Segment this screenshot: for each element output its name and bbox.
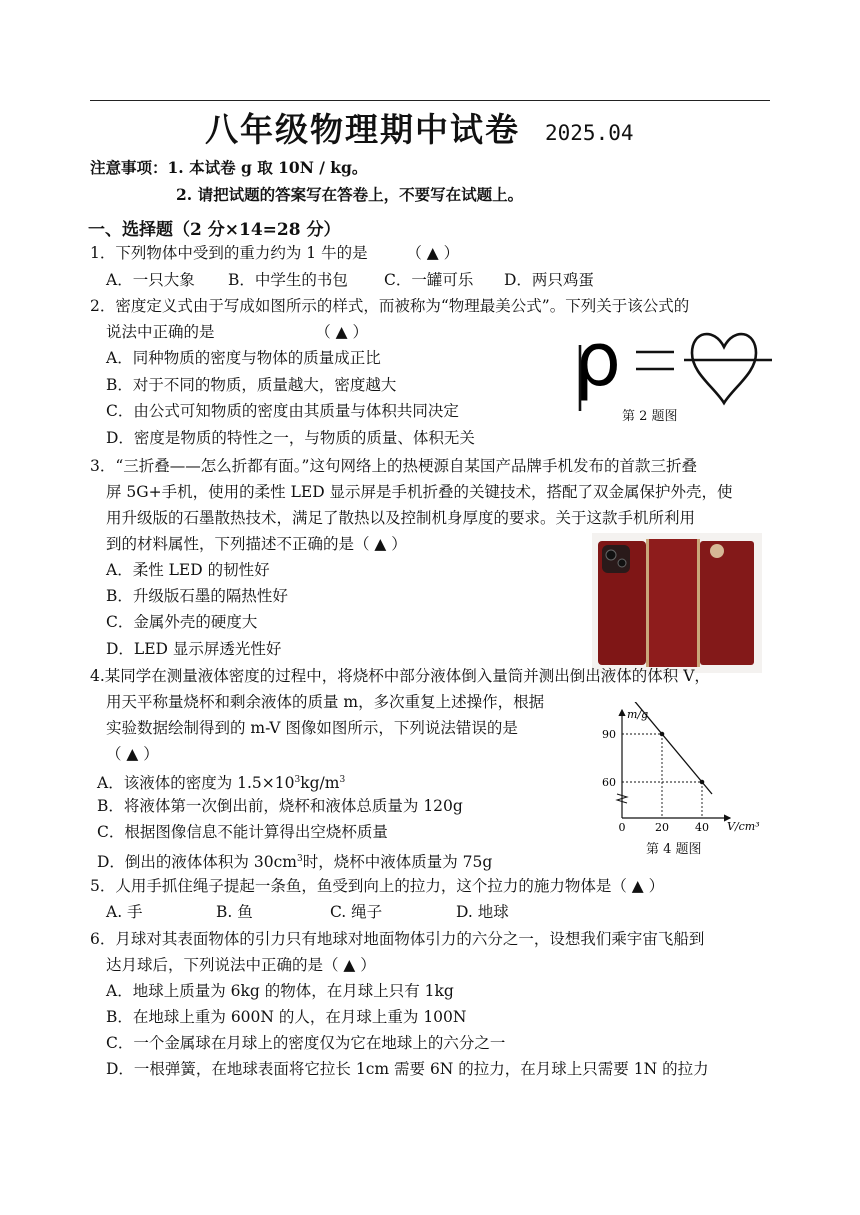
q1-option-b: B．中学生的书包: [228, 271, 348, 289]
q6-stem-1: 6．月球对其表面物体的引力只有地球对地面物体引力的六分之一，设想我们乘宇宙飞船到: [90, 930, 705, 948]
rho-symbol: ρ: [574, 325, 621, 403]
q2-option-b: B．对于不同的物质，质量越大，密度越大: [106, 376, 397, 394]
notice-label: 注意事项：: [90, 158, 168, 177]
q4-option-a-text: A．该液体的密度为 1.5×10: [97, 774, 295, 792]
top-rule: [90, 100, 770, 101]
exam-date: 2025.04: [545, 121, 634, 145]
x-axis-label: V/cm³: [727, 820, 760, 833]
phone-panel-right: [700, 541, 754, 665]
phone-panel-middle: [648, 539, 698, 667]
q4-option-d-text: D．倒出的液体体积为 30cm: [97, 853, 297, 871]
q3-option-b: B．升级版石墨的隔热性好: [106, 587, 288, 605]
q5-option-b: B. 鱼: [216, 903, 253, 921]
q3-option-c: C．金属外壳的硬度大: [106, 613, 258, 631]
camera-lens-2: [618, 559, 626, 567]
x-tick-label: 40: [695, 821, 709, 834]
q4-stem-2: 用天平称量烧杯和剩余液体的质量 m，多次重复上述操作，根据: [106, 693, 545, 711]
notice-item-1: 1. 本试卷 g 取 10N / kg。: [167, 158, 368, 177]
notice-item-2: 2. 请把试题的答案写在答卷上，不要写在试题上。: [176, 185, 524, 204]
q4-option-d-rest: 时，烧杯中液体质量为 75g: [302, 853, 493, 871]
notice-line-1: [90, 158, 367, 178]
q2-option-d: D．密度是物质的特性之一，与物质的质量、体积无关: [106, 429, 475, 447]
q5-stem: 5．人用手抓住绳子提起一条鱼，鱼受到向上的拉力，这个拉力的施力物体是（ ▲ ）: [90, 877, 665, 895]
q4-figure-caption: 第 4 题图: [646, 842, 702, 857]
phone-hinge-1: [646, 539, 649, 667]
q4-option-a-unit-exp: 3: [339, 775, 346, 785]
q6-option-c: C．一个金属球在月球上的密度仅为它在地球上的六分之一: [106, 1034, 506, 1052]
q1-option-d: D．两只鸡蛋: [504, 271, 594, 289]
data-point-0: [660, 732, 665, 737]
beautiful-formula-figure: [574, 325, 774, 413]
x-tick-label: 0: [618, 821, 626, 834]
q1-stem: 1．下列物体中受到的重力约为 1 牛的是 （ ▲ ）: [90, 244, 460, 262]
axis-break: [617, 794, 627, 803]
q2-option-c: C．由公式可知物质的密度由其质量与体积共同决定: [106, 402, 459, 420]
trifold-phone-image: [592, 533, 762, 673]
q3-stem-2: 屏 5G+手机，使用的柔性 LED 显示屏是手机折叠的关键技术，搭配了双金属保护外壳，使: [106, 483, 733, 501]
q4-stem-1: 4.某同学在测量液体密度的过程中，将烧杯中部分液体倒入量筒并测出倒出液体的体积 V，: [90, 667, 710, 685]
q6-option-b: B．在地球上重为 600N 的人，在月球上重为 100N: [106, 1008, 467, 1026]
camera-module: [602, 545, 630, 573]
m-v-graph: [595, 702, 770, 837]
q4-option-d-exp: 3: [296, 854, 303, 864]
q6-option-a: A．地球上质量为 6kg 的物体，在月球上只有 1kg: [106, 982, 454, 1000]
section-heading: 一、选择题（2 分×14=28 分）: [88, 220, 341, 240]
q2-option-a: A．同种物质的密度与物体的质量成正比: [106, 349, 381, 367]
hinge-ornament: [710, 544, 724, 558]
q4-option-b: B．将液体第一次倒出前，烧杯和液体总质量为 120g: [97, 797, 463, 815]
y-axis-label: m/g: [627, 708, 649, 721]
q4-option-a-unit: kg/m: [300, 774, 340, 792]
q6-stem-2: 达月球后，下列说法中正确的是（ ▲ ）: [106, 956, 376, 974]
q1-option-a: A．一只大象: [106, 271, 195, 289]
q2-figure-caption: 第 2 题图: [622, 409, 678, 424]
y-tick-label: 60: [602, 776, 616, 789]
q5-option-c: C. 绳子: [330, 903, 383, 921]
q6-option-d: D．一根弹簧，在地球表面将它拉长 1cm 需要 6N 的拉力，在月球上只需要 1N 的拉力: [106, 1060, 709, 1078]
q4-option-d: [97, 849, 492, 872]
heart-shape: [692, 334, 756, 403]
q4-option-a-exp: 3: [294, 775, 301, 785]
q3-option-a: A．柔性 LED 的韧性好: [106, 561, 270, 579]
phone-hinge-2: [697, 539, 700, 667]
q4-option-c: C．根据图像信息不能计算得出空烧杯质量: [97, 823, 388, 841]
q5-option-a: A. 手: [106, 903, 143, 921]
q3-stem-1: 3．“三折叠——怎么折都有面。”这句网络上的热梗源自某国产品牌手机发布的首款三折叠: [90, 457, 697, 475]
q5-option-d: D. 地球: [456, 903, 509, 921]
q4-option-a: [97, 770, 345, 793]
q4-stem-4: （ ▲ ）: [106, 745, 159, 763]
q3-stem-4: 到的材料属性，下列描述不正确的是（ ▲ ）: [106, 535, 407, 553]
q2-stem-1: 2．密度定义式由于写成如图所示的样式，而被称为“物理最美公式”。下列关于该公式的: [90, 297, 690, 315]
x-tick-label: 20: [655, 821, 669, 834]
q3-stem-3: 用升级版的石墨散热技术，满足了散热以及控制机身厚度的要求。关于这款手机所利用: [106, 509, 696, 527]
q3-option-d: D．LED 显示屏透光性好: [106, 640, 282, 658]
page-title: 八年级物理期中试卷: [205, 110, 520, 149]
q4-stem-3: 实验数据绘制得到的 m-V 图像如图所示，下列说法错误的是: [106, 719, 518, 737]
camera-lens-1: [606, 550, 616, 560]
q1-option-c: C．一罐可乐: [384, 271, 474, 289]
q2-stem-2: 说法中正确的是 （ ▲ ）: [106, 323, 369, 341]
y-tick-label: 90: [602, 728, 616, 741]
data-point-1: [700, 780, 705, 785]
